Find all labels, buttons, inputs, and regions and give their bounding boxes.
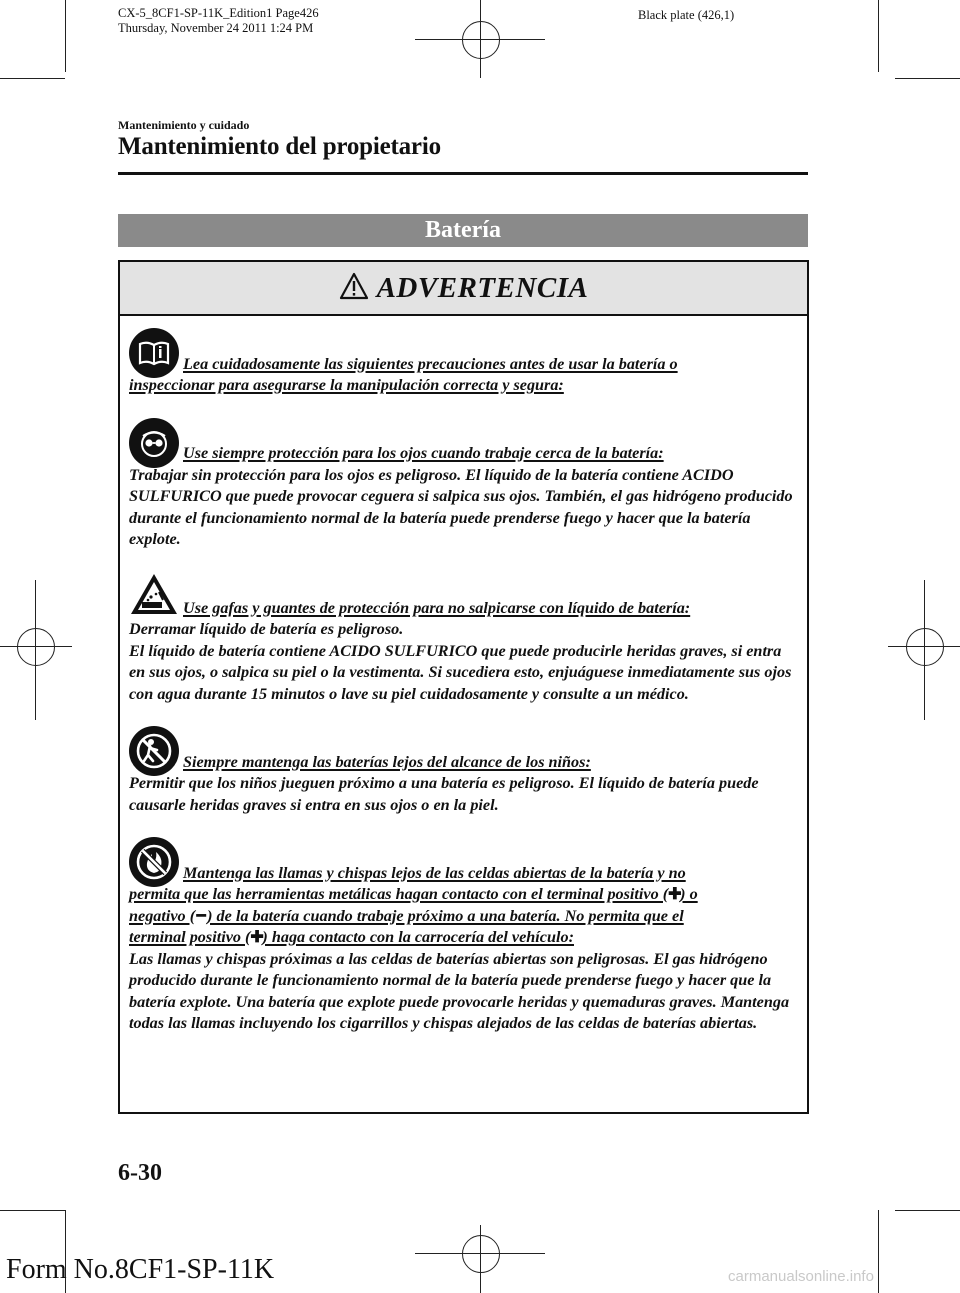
warning-item-lead-part: ) o (680, 885, 698, 903)
plate-label: Black plate (426,1) (638, 8, 735, 22)
print-job-line1: CX-5_8CF1-SP-11K_Edition1 Page426 (118, 6, 319, 20)
warning-label: ADVERTENCIA (376, 271, 589, 304)
warning-item-text: Permitir que los niños jueguen próximo a una batería es peligroso. El líquido de batería puede causarle heridas graves si entra en sus ojos o en la piel. (129, 774, 759, 814)
warning-item-lead-cont (129, 884, 799, 906)
warning-item-lead: Use gafas y guantes de protección para no salpicarse con líquido de batería: (183, 598, 691, 617)
warning-box (118, 260, 809, 1114)
plus-icon: ✚ (250, 928, 264, 946)
warning-item-read-manual (129, 328, 799, 397)
page-title: Mantenimiento del propietario (118, 133, 441, 160)
watermark-text: carmanualsonline.info (728, 1268, 874, 1285)
warning-item-lead-part: permita que las herramientas metálicas hagan contacto con el terminal positivo ( (129, 885, 669, 903)
acid-splash-warning-icon (129, 572, 181, 623)
warning-body (120, 316, 807, 1035)
warning-item-lead: Use siempre protección para los ojos cuando trabaje cerca de la batería: (183, 444, 664, 462)
warning-item-lead-cont (129, 906, 799, 928)
print-job-info (118, 6, 319, 36)
warning-item-text: Trabajar sin protección para los ojos es peligroso. El líquido de la batería contiene ACIDO SULFURICO que puede provocar ceguera si salpica sus ojos. También, el gas hidrógeno producido durante el funcionamiento normal de la batería puede prenderse fuego y hacer que la batería explote. (129, 465, 793, 548)
warning-item-flames (129, 837, 799, 1035)
warning-item-text: Derramar líquido de batería es peligroso. (129, 620, 404, 638)
warning-item-lead-cont: inspeccionar para asegurarse la manipulación correcta y segura: (129, 376, 564, 394)
warning-item-text: El líquido de batería contiene ACIDO SULFURICO que puede producirle heridas graves, si entra en sus ojos, o salpica su piel o la vestimenta. Si sucediera esto, enjuáguese inmediatamente sus ojos con agua durante 15 minutos o lave su piel cuidadosamente y consulte a un médico. (129, 641, 792, 703)
warning-item-children (129, 726, 799, 816)
form-number: Form No.8CF1-SP-11K (6, 1254, 275, 1285)
warning-item-lead-part: ) haga contacto con la carrocería del vehículo: (262, 928, 574, 946)
no-flames-icon (129, 837, 179, 887)
page-number: 6-30 (118, 1160, 162, 1186)
plus-icon: ✚ (668, 885, 682, 903)
warning-item-lead: Lea cuidadosamente las siguientes precauciones antes de usar la batería o (183, 354, 678, 373)
warning-item-lead: Mantenga las llamas y chispas lejos de las celdas abiertas de la batería y no (183, 863, 686, 882)
warning-item-text: Las llamas y chispas próximas a las celdas de baterías abiertas son peligrosas. El gas hidrógeno producido durante le funcionamiento normal de la batería puede prenderse fuego y hacer que la batería explote. Una batería que explote puede provocarle heridas y quemaduras graves. Mantenga todas las llamas incluyendo los cigarrillos y chispas alejados de las celdas de baterías abiertas. (129, 949, 790, 1032)
warning-item-acid (129, 572, 799, 706)
heading-divider (118, 172, 808, 175)
manual-book-icon (129, 328, 179, 378)
keep-away-children-icon (129, 726, 179, 776)
warning-item-eye-protection (129, 418, 799, 551)
eye-protection-icon (129, 418, 179, 468)
topic-title-bar: Batería (118, 214, 808, 247)
warning-item-lead-cont (129, 927, 799, 949)
section-title: Mantenimiento y cuidado (118, 118, 250, 132)
print-job-line2: Thursday, November 24 2011 1:24 PM (118, 21, 314, 35)
minus-icon: ━ (196, 906, 206, 925)
warning-triangle-icon (339, 272, 369, 305)
warning-item-lead-part: terminal positivo ( (129, 928, 251, 946)
warning-item-lead-part: negativo ( (129, 906, 196, 925)
warning-item-lead: Siempre mantenga las baterías lejos del alcance de los niños: (183, 752, 591, 771)
warning-header (120, 262, 807, 316)
warning-item-lead-part: ) de la batería cuando trabaje próximo a una batería. No permita que el (207, 906, 684, 925)
